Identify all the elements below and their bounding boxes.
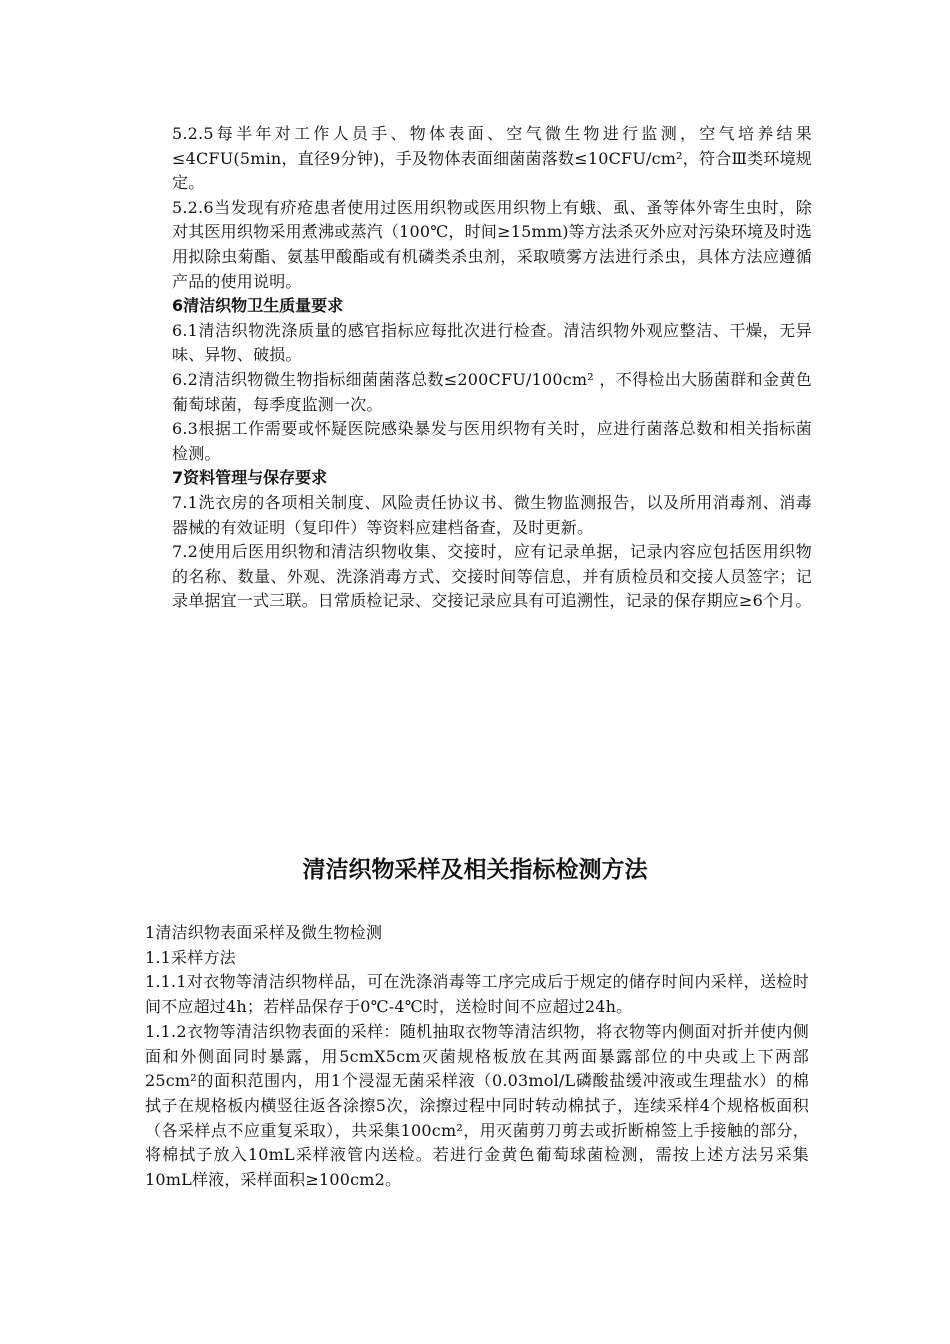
paragraph-1-1-2: 1.1.2衣物等清洁织物表面的采样：随机抽取衣物等清洁织物，将衣物等内侧面对折并使内侧面和外侧面同时暴露，用5cmX5cm灭菌规格板放在其两面暴露部位的中央或上下两部25cm²的面积范围内，用1个浸湿无菌采样液（0.03mol/L磷酸盐缓冲液或生理盐水）的棉拭子在规格板内横竖往返各涂擦5次，涂擦过程中同时转动棉拭子，连续采样4个规格板面积（各采样点不应重复采取），共采集100cm²，用灭菌剪刀剪去或折断棉签上手接触的部分，将棉拭子放入10mL采样液管内送检。若进行金黄色葡萄球菌检测，需按上述方法另采集10mL样液，采样面积≥100cm2。 [145,1021,809,1190]
paragraph-1: 1清洁织物表面采样及微生物检测 [145,923,383,942]
paragraph-7-1: 7.1洗衣房的各项相关制度、风险责任协议书、微生物监测报告，以及所用消毒剂、消毒器械的有效证明（复印件）等资料应建档备查，及时更新。 [172,492,812,537]
document-title: 清洁织物采样及相关指标检测方法 [302,857,648,883]
paragraph-5-2-6: 5.2.6当发现有疥疮患者使用过医用织物或医用织物上有蛾、虱、蚤等体外寄生虫时，除对其医用织物采用煮沸或蒸汽（100℃，时间≥15mm)等方法杀灭外应对污染环境及时选用拟除虫菊酯、氨基甲酸酯或有机磷类杀虫剂，采取喷雾方法进行杀虫，具体方法应遵循产品的使用说明。 [172,197,812,291]
paragraph-6-1: 6.1清洁织物洗涤质量的感官指标应每批次进行检查。清洁织物外观应整洁、干燥，无异味、异物、破损。 [172,320,812,365]
heading-6: 6清洁织物卫生质量要求 [172,296,344,316]
paragraph-1-1: 1.1采样方法 [145,947,236,967]
paragraph-7-2: 7.2使用后医用织物和清洁织物收集、交接时，应有记录单据，记录内容应包括医用织物的名称、数量、外观、洗涤消毒方式、交接时间等信息，并有质检员和交接人员签字；记录单据宜一式三联。日常质检记录、交接记录应具有可追溯性，记录的保存期应≥6个月。 [172,542,812,611]
paragraph-6-2: 6.2清洁织物微生物指标细菌菌落总数≤200CFU/100cm² ，不得检出大肠菌群和金黄色葡萄球菌，每季度监测一次。 [172,369,812,414]
top-section [172,122,812,614]
heading-7: 7资料管理与保存要求 [172,468,328,488]
paragraph-6-3: 6.3根据工作需要或怀疑医院感染暴发与医用织物有关时，应进行菌落总数和相关指标菌检测。 [172,419,812,463]
paragraph-1-1-1: 1.1.1对衣物等清洁织物样品，可在洗涤消毒等工序完成后于规定的储存时间内采样，送检时间不应超过4h；若样品保存于0℃-4℃时，送检时间不应超过24h。 [145,972,809,1017]
paragraph-5-2-5: 5.2.5每半年对工作人员手、物体表面、空气微生物进行监测，空气培养结果≤4CFU(5min，直径9分钟)，手及物体表面细菌菌落数≤10CFU/cm²，符合Ⅲ类环境规定。 [172,124,812,193]
bottom-section [145,921,809,1193]
